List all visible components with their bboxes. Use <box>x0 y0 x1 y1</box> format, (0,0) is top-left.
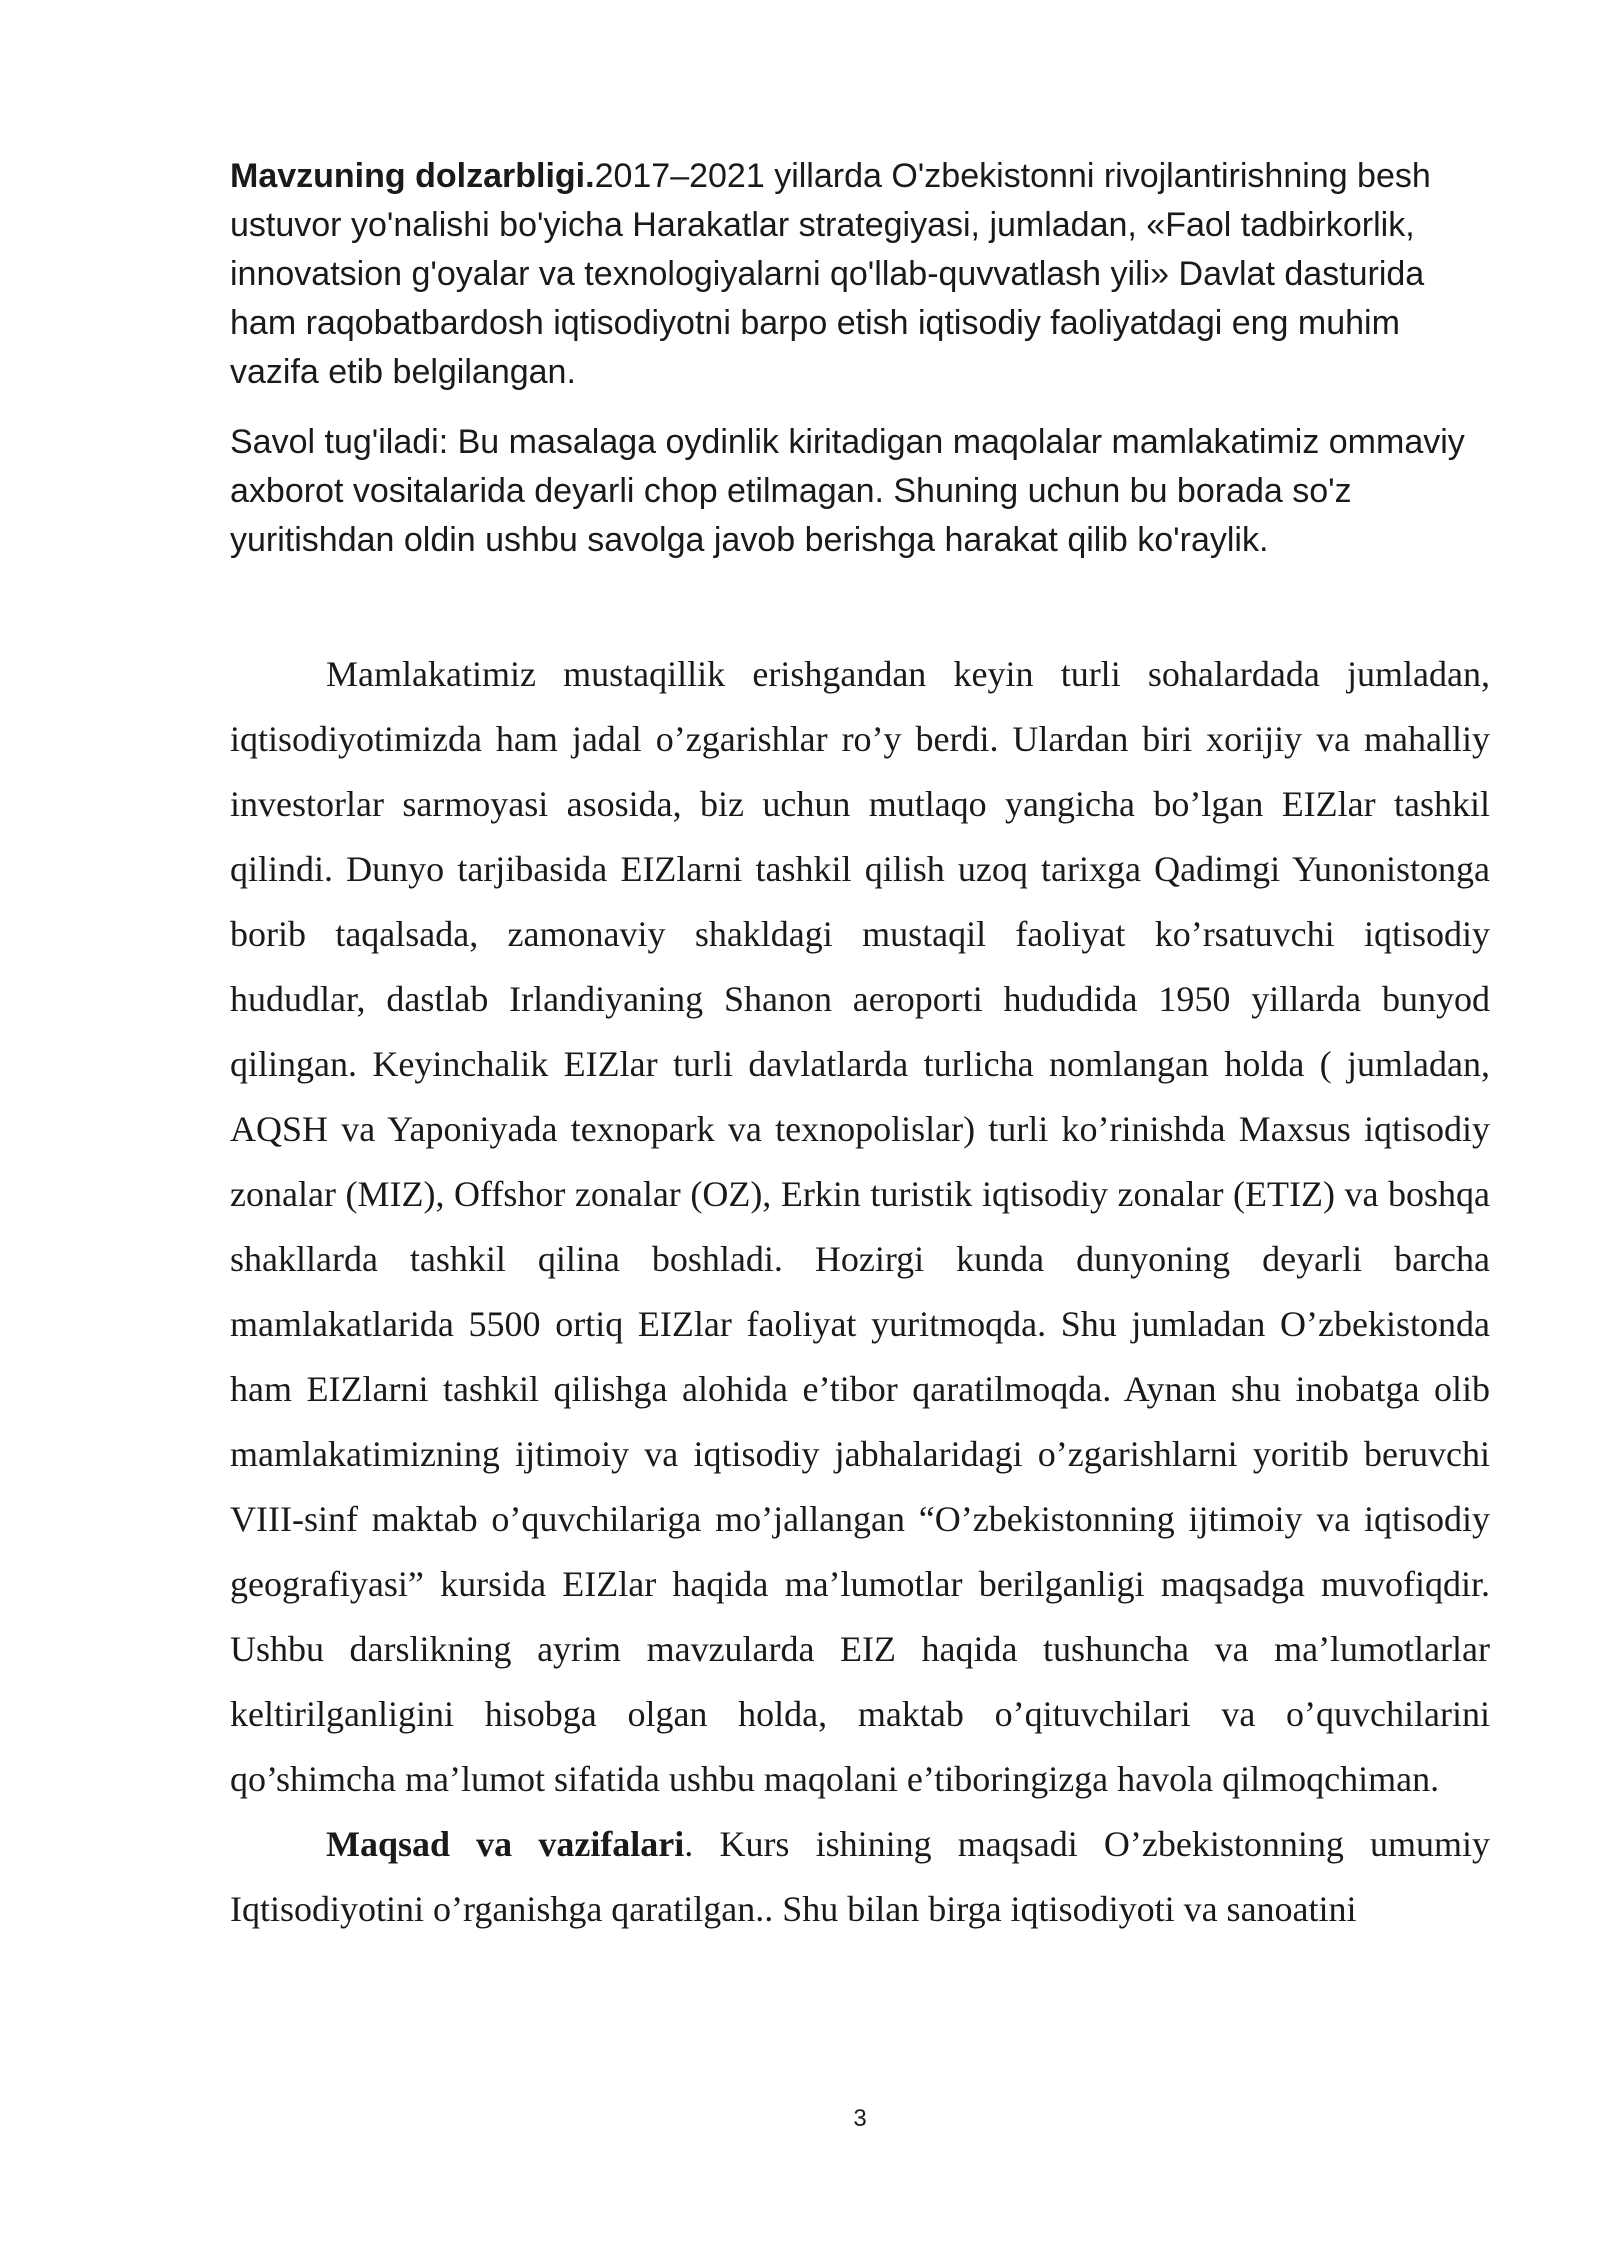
page-number: 3 <box>853 2105 867 2132</box>
question-text: Savol tug'iladi: Bu masalaga oydinlik kiritadigan maqolalar mamlakatimiz ommaviy axborot vositalarida deyarli chop etilmagan. Shuning uchun bu borada so'z yuritishdan oldin ushbu savolga javob berishga harakat qilib ko'raylik. <box>230 423 1465 559</box>
question-paragraph <box>230 418 1490 565</box>
relevance-text: 2017–2021 yillarda O'zbekistonni rivojlantirishning besh ustuvor yo'nalishi bo'yicha Harakatlar strategiyasi, jumladan, «Faol tadbirkorlik, innovatsion g'oyalar va texnologiyalarni qo'llab-quvvatlash yili» Davlat dasturida ham raqobatbardosh iqtisodiyotni barpo etish iqtisodiy faoliyatdagi eng muhim vazifa etib belgilangan. <box>230 157 1431 391</box>
body-paragraph-1: Mamlakatimiz mustaqillik erishgandan keyin turli sohalardada jumladan, iqtisodiyotimizda ham jadal o’zgarishlar ro’y berdi. Ulardan biri xorijiy va mahalliy investorlar sarmoyasi asosida, biz uchun mutlaqo yangicha bo’lgan EIZlar tashkil qilindi. Dunyo tarjibasida EIZlarni tashkil qilish uzoq tarixga Qadimgi Yunonistonga borib taqalsada, zamonaviy shakldagi mustaqil faoliyat ko’rsatuvchi iqtisodiy hududlar, dastlab Irlandiyaning Shanon aeroporti hududida 1950 yillarda bunyod qilingan. Keyinchalik EIZlar turli davlatlarda turlicha nomlangan holda ( jumladan, AQSH va Yaponiyada texnopark va texnopolislar) turli ko’rinishda Maxsus iqtisodiy zonalar (MIZ), Offshor zonalar (OZ), Erkin turistik iqtisodiy zonalar (ETIZ) va boshqa shakllarda tashkil qilina boshladi. Hozirgi kunda dunyoning deyarli barcha mamlakatlarida 5500 ortiq EIZlar faoliyat yuritmoqda. Shu jumladan O’zbekistonda ham EIZlarni tashkil qilishga alohida e’tibor qaratilmoqda. Aynan shu inobatga olib mamlakatimizning ijtimoiy va iqtisodiy jabhalaridagi o’zgarishlarni yoritib beruvchi VIII-sinf maktab o’quvchilariga mo’jallangan “O’zbekistonning ijtimoiy va iqtisodiy geografiyasi” kursida EIZlar haqida ma’lumotlar berilganligi maqsadga muvofiqdir. Ushbu darslikning ayrim mavzularda EIZ haqida tushuncha va ma’lumotlarlar keltirilganligini hisobga olgan holda, maktab o’qituvchilari va o’quvchilarini qo’shimcha ma’lumot sifatida ushbu maqolani e’tiboringizga havola qilmoqchiman. <box>230 654 1490 1799</box>
body-paragraph-2 <box>230 1812 1490 1942</box>
relevance-paragraph <box>230 152 1490 397</box>
relevance-heading: Mavzuning dolzarbligi. <box>230 157 595 195</box>
goals-text: . Kurs ishining maqsadi O’zbekistonning umumiy Iqtisodiyotini o’rganishga qaratilgan.. Shu bilan birga iqtisodiyoti va sanoatini <box>230 1824 1491 1929</box>
main-body <box>230 642 1490 1942</box>
goals-heading: Maqsad va vazifalari <box>326 1824 685 1864</box>
